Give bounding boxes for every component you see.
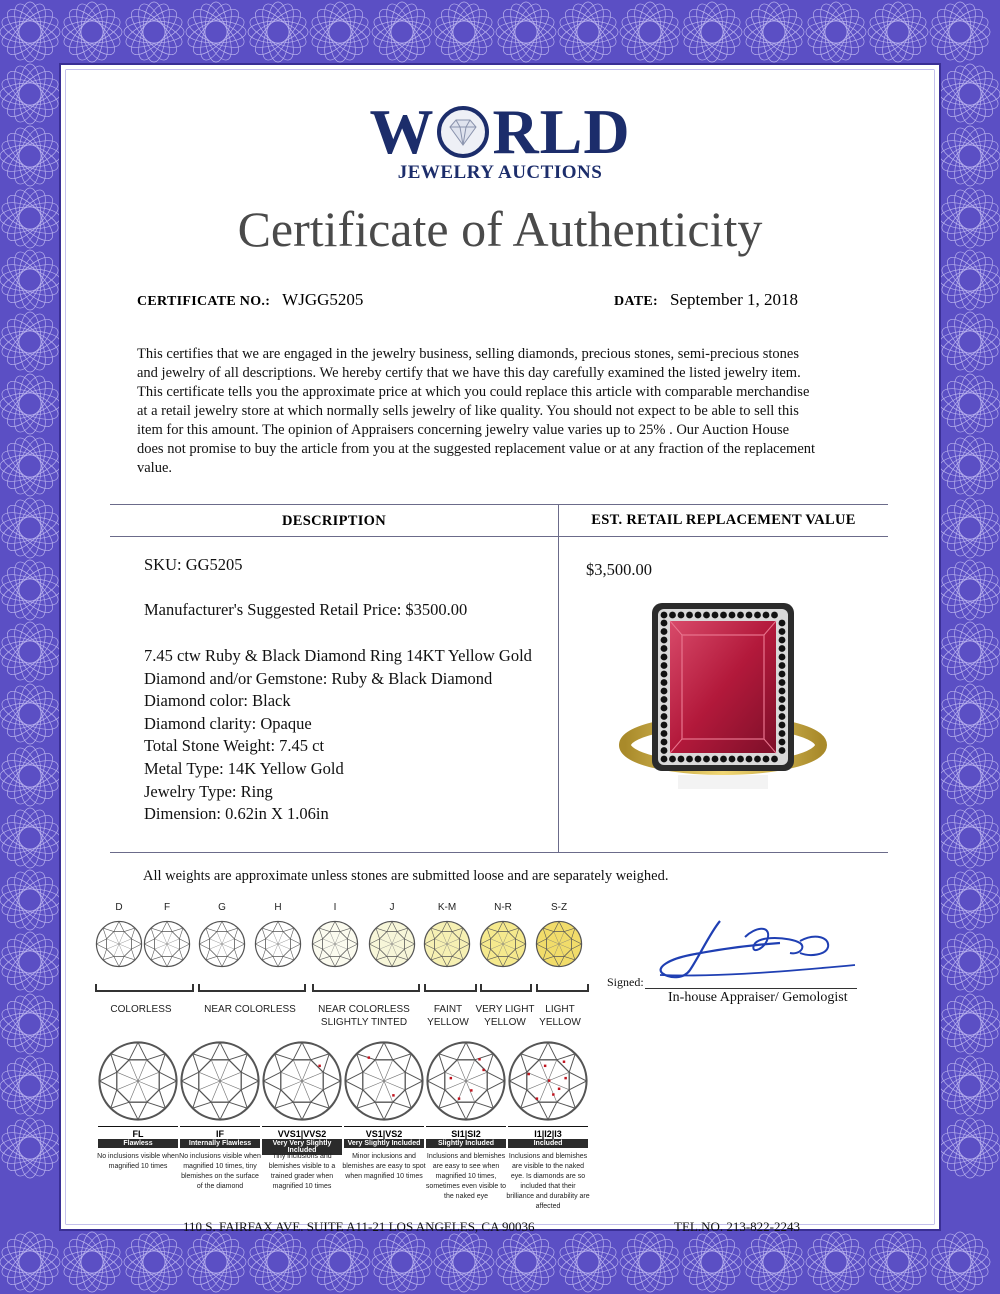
color-group-line: NEAR COLORLESS [318,1004,410,1015]
clarity-code: SI1|SI2 [426,1126,506,1139]
clarity-grade-header [426,1126,506,1148]
logo-letters-rld: RLD [492,96,631,167]
statement-line: This certificate tells you the approximate price at which you could replace this article with comparable merchandise [137,384,810,400]
color-group-label [505,1003,615,1029]
clarity-name: Very Very Slightly Included [262,1139,342,1155]
clarity-description: No inclusions visible when magnified 10 times, tiny blemishes on the surface of the diamond [179,1153,261,1190]
weights-note: All weights are approximate unless stones are submitted loose and are separately weighed. [143,868,669,884]
table-header-rule [110,536,888,537]
color-grade-label: F [163,902,171,913]
clarity-name: Included [508,1139,588,1148]
color-group-line: SLIGHTLY TINTED [320,1017,408,1028]
color-grade-label: H [274,902,282,913]
color-group-bracket [312,984,420,992]
detail-line: Diamond clarity: Opaque [144,713,312,733]
msrp: Manufacturer's Suggested Retail Price: $3500.00 [144,600,468,619]
color-group-line: FAINT [433,1004,463,1015]
clarity-name: Slightly Included [426,1139,506,1148]
appraiser-title: In-house Appraiser/ Gemologist [668,990,848,1005]
clarity-diamond-icon [97,1040,179,1127]
clarity-code: I1|I2|I3 [508,1126,588,1139]
clarity-grade-header [98,1126,178,1148]
clarity-description: Tiny inclusions and blemishes visible to a trained grader when magnified 10 times [268,1153,336,1190]
clarity-name: Internally Flawless [180,1139,260,1148]
color-grade-diamond-icon [479,920,527,973]
color-grade-label: J [389,902,395,913]
detail-line: Jewelry Type: Ring [144,781,273,801]
color-grade-label: G [218,902,226,913]
statement-line: item for this amount. The opinion of Appraisers concerning jewelry value varies up to 25% . Our Auction House [137,422,790,438]
color-group-line: YELLOW [539,1017,581,1028]
detail-line: Diamond color: Black [144,691,291,711]
footer-address: 110 S. FAIRFAX AVE. SUITE A11-21 LOS ANGELES, CA 90036 [183,1219,535,1234]
color-group-line: VERY LIGHT [475,1004,535,1015]
color-group-line: COLORLESS [110,1004,172,1015]
color-grade-diamond-icon [368,920,416,973]
color-group-bracket [198,984,306,992]
color-grade-label: I [333,902,337,913]
signature-line [645,988,857,989]
footer-phone: TEL.NO. 213-822-2243 [674,1219,801,1234]
color-grade-diamond-icon [254,920,302,973]
color-group-bracket [536,984,589,992]
world-jewelry-auctions-logo [0,96,1000,184]
clarity-code: VVS1|VVS2 [262,1126,342,1139]
color-group-label [195,1003,305,1016]
certificate-number-label: CERTIFICATE NO.: [137,294,271,309]
color-grade-diamond-icon [198,920,246,973]
color-grade-label: N-R [494,902,512,913]
color-group-label [86,1003,196,1016]
table-column-divider [558,504,559,852]
item-details [144,645,532,826]
clarity-diamond-icon [425,1040,507,1127]
clarity-grade-header [344,1126,424,1148]
date-value: September 1, 2018 [670,290,798,309]
clarity-diamond-icon [343,1040,425,1127]
table-top-rule [110,504,888,505]
statement-line: and jewelry of all descriptions. We hereby certify that we have this day carefully examined the listed jewelry item. [137,365,801,381]
statement-line: at a retail jewelry store at which normally sells jewelry of like quality. You should not expect to be able to sell this [137,403,799,419]
color-grade-label: S-Z [550,902,568,913]
color-grade-diamond-icon [95,920,143,973]
statement-line: This certifies that we are engaged in the jewelry business, selling diamonds, precious stones, semi-precious stones [137,346,800,362]
clarity-description: Inclusions and blemishes are easy to see when magnified 10 times, sometimes even visible to the naked eye [425,1153,507,1200]
color-grade-diamond-icon [423,920,471,973]
color-group-bracket [480,984,532,992]
color-grade-diamond-icon [311,920,359,973]
clarity-name: Very Slightly Included [344,1139,424,1148]
signed-label: Signed: [607,975,644,989]
detail-line: 7.45 ctw Ruby & Black Diamond Ring 14KT Yellow Gold [144,646,532,665]
color-grade-diamond-icon [535,920,583,973]
detail-line: Total Stone Weight: 7.45 ct [144,736,325,756]
certificate-date [614,290,798,310]
diamond-icon [436,105,490,159]
color-grade-label: K-M [437,902,457,913]
clarity-description: Minor inclusions and blemishes are easy to spot when magnified 10 times [342,1153,426,1180]
detail-line: Dimension: 0.62in X 1.06in [144,804,329,824]
color-grade-label: D [115,902,123,913]
logo-subtitle: JEWELRY AUCTIONS [397,162,603,183]
certificate-number [137,290,363,310]
detail-line: Metal Type: 14K Yellow Gold [144,758,344,778]
clarity-diamond-icon [179,1040,261,1127]
clarity-diamond-icon [507,1040,589,1127]
statement-line: value. [137,460,173,476]
page-title: Certificate of Authenticity [237,201,763,257]
handwritten-signature [650,915,860,985]
color-group-bracket [424,984,477,992]
statement-line: does not promise to buy the article from you at the suggested replacement value or at any fraction of the replacement [137,441,816,457]
color-group-line: LIGHT [545,1004,575,1015]
column-header-description: DESCRIPTION [281,513,386,529]
ruby-ring-image [618,595,828,795]
clarity-code: VS1|VS2 [344,1126,424,1139]
clarity-grade-header [180,1126,260,1148]
clarity-description: No inclusions visible when magnified 10 times [97,1153,179,1170]
certificate-number-value: WJGG5205 [282,290,364,309]
clarity-name: Flawless [98,1139,178,1148]
color-group-line: YELLOW [427,1017,469,1028]
sku: SKU: GG5205 [144,555,243,574]
color-grade-diamond-icon [143,920,191,973]
clarity-grade-header [508,1126,588,1148]
clarity-diamond-icon [261,1040,343,1127]
color-group-line: NEAR COLORLESS [204,1004,296,1015]
clarity-code: IF [180,1126,260,1139]
column-header-value: EST. RETAIL REPLACEMENT VALUE [591,512,856,528]
clarity-code: FL [98,1126,178,1139]
date-label: DATE: [614,294,659,309]
replacement-value: $3,500.00 [586,560,652,579]
color-group-line: YELLOW [484,1017,526,1028]
clarity-description: Inclusions and blemishes are visible to the naked eye. Is diamonds are so included that their brilliance and durability are affected [506,1153,590,1210]
clarity-grade-header [262,1126,342,1155]
color-group-bracket [95,984,194,992]
detail-line: Diamond and/or Gemstone: Ruby & Black Diamond [144,668,493,688]
table-bottom-rule [110,852,888,853]
logo-letter-w: W [369,96,435,167]
certification-statement [137,345,877,478]
